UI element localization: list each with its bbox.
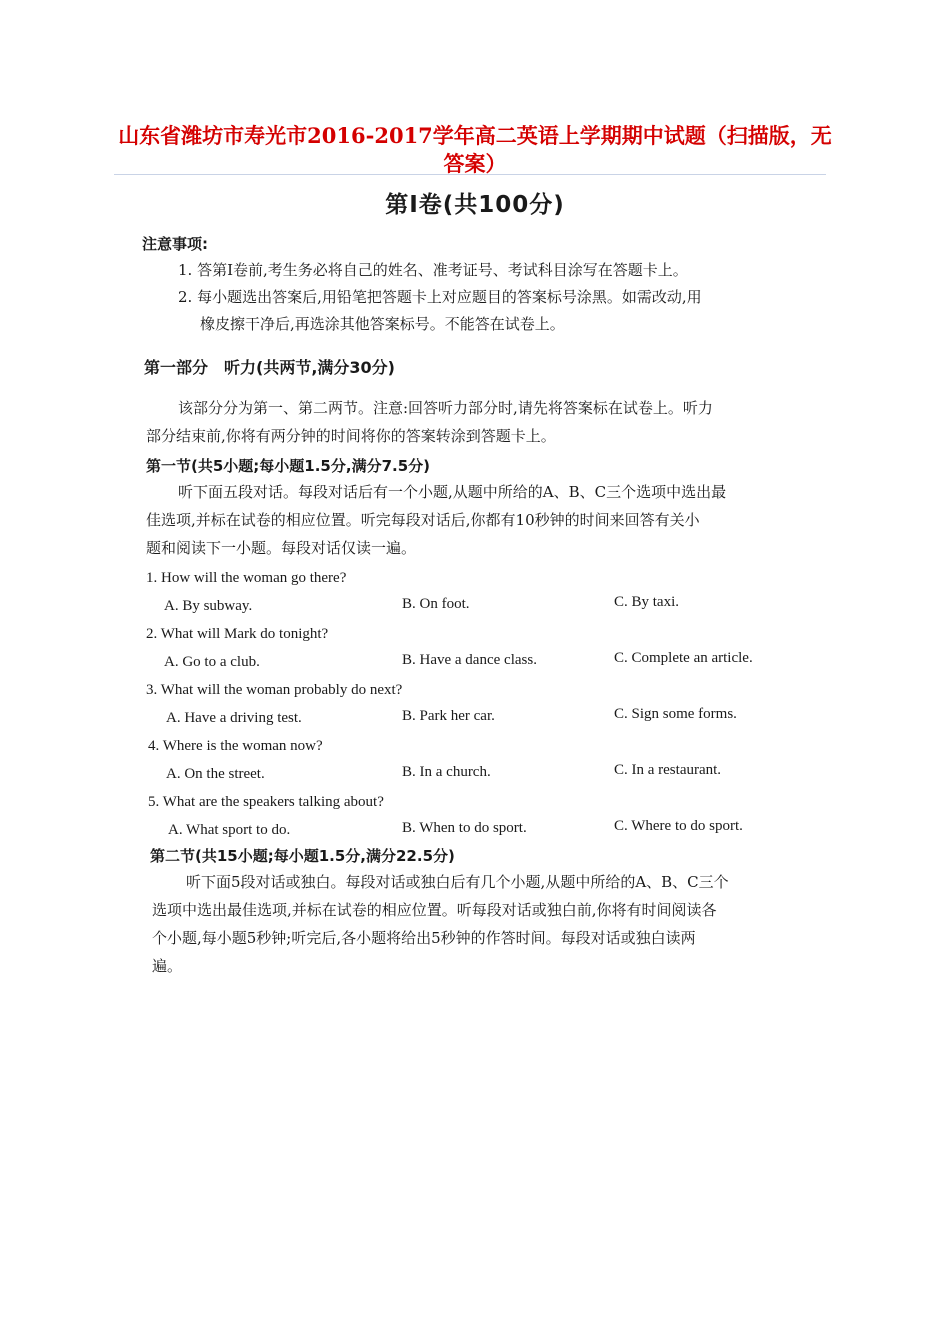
option-b: B. Park her car. xyxy=(402,708,495,724)
part1-intro-line: 部分结束前,你将有两分钟的时间将你的答案转涂到答题卡上。 xyxy=(146,427,556,445)
document-title: 山东省潍坊市寿光市2016-2017学年高二英语上学期期中试题（扫描版，无答案） xyxy=(118,123,832,176)
option-a: A. Have a driving test. xyxy=(166,710,302,726)
option-b: B. In a church. xyxy=(402,764,491,780)
title-divider xyxy=(114,174,826,175)
option-a: A. Go to a club. xyxy=(164,654,260,670)
option-b: B. Have a dance class. xyxy=(402,652,537,668)
option-a: A. On the street. xyxy=(166,766,265,782)
question-stem: 5. What are the speakers talking about? xyxy=(148,794,384,810)
section2-instruction-line: 选项中选出最佳选项,并标在试卷的相应位置。听每段对话或独白前,你将有时间阅读各 xyxy=(152,901,717,919)
notes-heading: 注意事项: xyxy=(142,235,208,253)
volume-title: 第Ⅰ卷(共100分) xyxy=(385,192,565,218)
option-c: C. Where to do sport. xyxy=(614,818,743,834)
section1-heading: 第一节(共5小题;每小题1.5分,满分7.5分) xyxy=(146,457,430,475)
option-a: A. By subway. xyxy=(164,598,253,614)
scanned-exam-page xyxy=(130,180,820,1000)
question-stem: 1. How will the woman go there? xyxy=(146,570,347,586)
part1-intro-line: 该部分分为第一、第二两节。注意:回答听力部分时,请先将答案标在试卷上。听力 xyxy=(178,399,713,417)
section1-instruction-line: 题和阅读下一小题。每段对话仅读一遍。 xyxy=(146,539,417,557)
section2-heading: 第二节(共15小题;每小题1.5分,满分22.5分) xyxy=(150,847,455,865)
option-b: B. When to do sport. xyxy=(402,820,527,836)
notes-item: 2. 每小题选出答案后,用铅笔把答题卡上对应题目的答案标号涂黑。如需改动,用 xyxy=(178,288,702,306)
question-stem: 4. Where is the woman now? xyxy=(148,738,323,754)
notes-item: 橡皮擦干净后,再选涂其他答案标号。不能答在试卷上。 xyxy=(200,315,565,333)
section2-instruction-line: 个小题,每小题5秒钟;听完后,各小题将给出5秒钟的作答时间。每段对话或独白读两 xyxy=(152,929,696,947)
notes-item: 1. 答第Ⅰ卷前,考生务必将自己的姓名、准考证号、考试科目涂写在答题卡上。 xyxy=(178,261,688,279)
section2-instruction-line: 遍。 xyxy=(152,957,183,975)
section1-instruction-line: 佳选项,并标在试卷的相应位置。听完每段对话后,你都有10秒钟的时间来回答有关小 xyxy=(146,511,700,529)
question-stem: 2. What will Mark do tonight? xyxy=(146,626,329,642)
question-stem: 3. What will the woman probably do next? xyxy=(146,682,403,698)
section1-instruction-line: 听下面五段对话。每段对话后有一个小题,从题中所给的A、B、C三个选项中选出最 xyxy=(178,483,727,501)
option-c: C. In a restaurant. xyxy=(614,762,722,778)
option-c: C. Complete an article. xyxy=(614,650,753,666)
part1-heading: 第一部分 听力(共两节,满分30分) xyxy=(144,358,395,377)
section2-instruction-line: 听下面5段对话或独白。每段对话或独白后有几个小题,从题中所给的A、B、C三个 xyxy=(186,873,729,891)
option-a: A. What sport to do. xyxy=(168,822,291,838)
option-b: B. On foot. xyxy=(402,596,470,612)
option-c: C. By taxi. xyxy=(614,594,680,610)
option-c: C. Sign some forms. xyxy=(614,706,737,722)
